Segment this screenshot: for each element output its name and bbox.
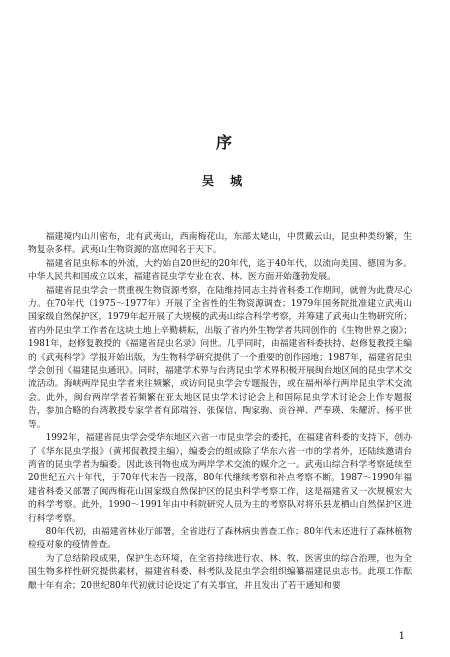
paragraph: 1992年，福建省昆虫学会受华东地区六省一市昆虫学会的委托，在福建省科委的支持下，创办了《华东昆虫学报》（黄邦侃教授主编），编委会的组成除了华东六省一市的学者外，还陆续邀请台湾省的昆虫学者为编委。因此该刊物也成为两岸学术交流的媒介之一。武夷山综合科学考察延续至20世纪五六十年代，于70年代末告一段落，80年代继续考察和补点考察不断。1987～1990年福建省科委又部署了闽西梅花山国家级自然保护区的昆虫科学考察工作，这是福建省又一次规模宏大的科学考察。此外，1990～1991年由中科院研究人员为主的考察队对将乐县龙栖山自然保护区进行科学考察。 bbox=[28, 433, 412, 524]
author-name: 吴 城 bbox=[201, 174, 249, 188]
preface-title: 序 bbox=[215, 133, 234, 152]
paragraph: 福建省昆虫标本的外流，大约始自20世纪的20年代，迄于40年代，以流向美国、德国为多。中华人民共和国成立以来，福建省昆虫学专业在农、林、医方面开始蓬勃发展。 bbox=[28, 258, 412, 283]
paragraph: 80年代初，由福建省林业厅部署，全省进行了森林病虫普查工作；80年代末还进行了森林植物检疫对象的疫情普查。 bbox=[28, 526, 412, 551]
page-number: 1 bbox=[398, 631, 405, 642]
preface-body bbox=[28, 231, 412, 593]
paragraph: 福建境内山川密布，北有武夷山，西南梅花山，东部太姥山，中贯戴云山，昆虫种类纷繁，生物复杂多样。武夷山生物资源的富庶闻名于天下。 bbox=[28, 232, 412, 256]
paragraph: 为了总结阶段成果，保护生态环境，在全省持续进行农、林、牧、医害虫的综合治理，也为全国生物多样性研究提供素材，福建省科委、科考队及昆虫学会组织编纂福建昆虫志书。此项工作酝酿十年有余；20世纪80年代初就讨论设定了有关事宜，并且发出了若干通知和要 bbox=[28, 553, 412, 591]
paragraph: 福建省昆虫学会一贯重视生物资源考察，在陆维持同志主持省科委工作期间，就曾为此费尽心力。在70年代（1975～1977年）开展了全省性的生物资源调查；1979年国务院批准建立武夷山国家级自然保护区，1979年起开展了大规模的武夷山综合科学考察，并筹建了武夷山生物研究所；省内外昆虫学工作者在这块土地上辛勤耕耘，出版了省内外生物学者共同创作的《生物世界之窗》；1981年，赵修复教授的《福建省昆虫名录》问世。几乎同时，由福建省科委扶持、赵修复教授主编的《武夷科学》学报开始出版，为生物科学研究提供了一个重要的创作园地；1987年，福建省昆虫学会创刊《福建昆虫通讯》。同时，福建学术界与台湾昆虫学术界积极开展闽台地区间的昆虫学术交流活动。海峡两岸昆虫学者来往频繁，或访问昆虫学会专题报告，或在福州举行两岸昆虫学术交流会。此外，闽台两岸学者若频繁在亚太地区昆虫学术讨论会上和国际昆虫学术讨论会上作专题报告，参加合略的台湾教授专家学者有邱瑞谷、张保信、陶家驹、贡谷禅、严奉瑛、朱耀沂、杨平世等。 bbox=[28, 285, 412, 430]
